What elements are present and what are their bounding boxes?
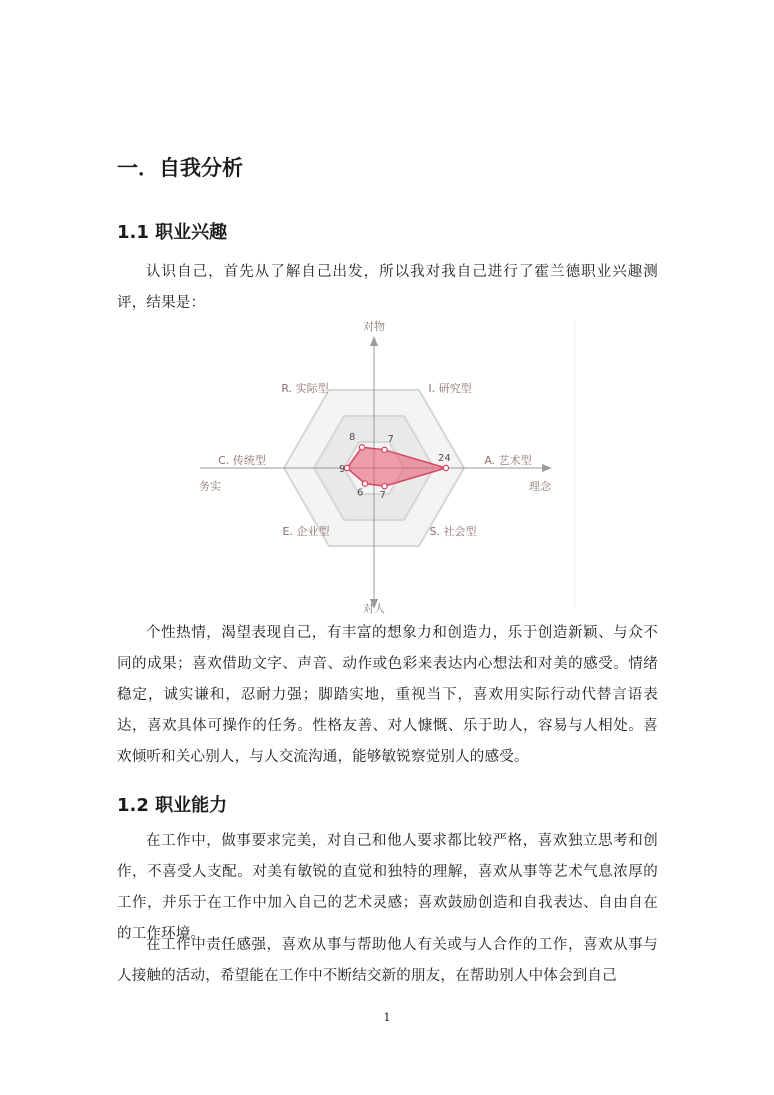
data-point-1 — [382, 447, 387, 452]
value-label-3: 7 — [379, 490, 386, 502]
axis-label-left: 务实 — [199, 480, 221, 493]
category-label-5: C. 传统型 — [218, 454, 266, 467]
subsection-title-interest: 1.1 职业兴趣 — [117, 222, 228, 243]
value-label-1: 7 — [387, 433, 394, 445]
axis-label-top: 对物 — [363, 320, 385, 333]
value-label-0: 8 — [349, 432, 356, 444]
category-label-4: E. 企业型 — [282, 525, 330, 538]
data-point-4 — [362, 481, 367, 486]
ability-paragraph-1: 在工作中，做事要求完美，对自己和他人要求都比较严格，喜欢独立思考和创作，不喜受人支配。对美有敏锐的直觉和独特的理解，喜欢从事等艺术气息浓厚的工作，并乐于在工作中加入自己的艺术灵感；喜欢鼓励创造和自我表达、自由自在的工作环境。 — [117, 833, 658, 942]
category-label-3: S. 社会型 — [429, 525, 477, 538]
axis-arrow-top — [370, 336, 378, 346]
category-label-1: I. 研究型 — [428, 382, 472, 395]
section-title: 一．自我分析 — [117, 156, 243, 180]
value-label-5: 9 — [339, 464, 346, 475]
personality-paragraph: 个性热情，渴望表现自己，有丰富的想象力和创造力，乐于创造新颖、与众不同的成果；喜欢借助文字、声音、动作或色彩来表达内心想法和对美的感受。情绪稳定，诚实谦和，忍耐力强；脚踏实地，重视当下，喜欢用实际行动代替言语表达，喜欢具体可操作的任务。性格友善、对人慷慨、乐于助人，容易与人相处。喜欢倾听和关心别人，与人交流沟通，能够敏锐察觉别人的感受。 — [117, 625, 658, 765]
axis-label-right: 理念 — [529, 480, 551, 493]
axis-arrow-right — [542, 464, 552, 472]
subsection-title-ability: 1.2 职业能力 — [117, 795, 228, 816]
axis-label-bottom: 对人 — [363, 602, 385, 614]
holland-radar-chart — [190, 318, 590, 614]
value-label-2: 24 — [438, 453, 451, 464]
page-number: 1 — [383, 1011, 391, 1024]
intro-paragraph: 认识自己，首先从了解自己出发，所以我对我自己进行了霍兰德职业兴趣测评，结果是： — [117, 264, 658, 311]
category-label-2: A. 艺术型 — [484, 454, 532, 467]
ability-paragraph-2: 在工作中责任感强，喜欢从事与帮助他人有关或与人合作的工作，喜欢从事与人接触的活动，希望能在工作中不断结交新的朋友，在帮助别人中体会到自己 — [117, 937, 658, 984]
data-point-3 — [382, 484, 387, 489]
category-label-0: R. 实际型 — [281, 382, 329, 395]
data-point-2 — [443, 465, 448, 470]
value-label-4: 6 — [357, 487, 364, 499]
data-point-0 — [359, 445, 364, 450]
